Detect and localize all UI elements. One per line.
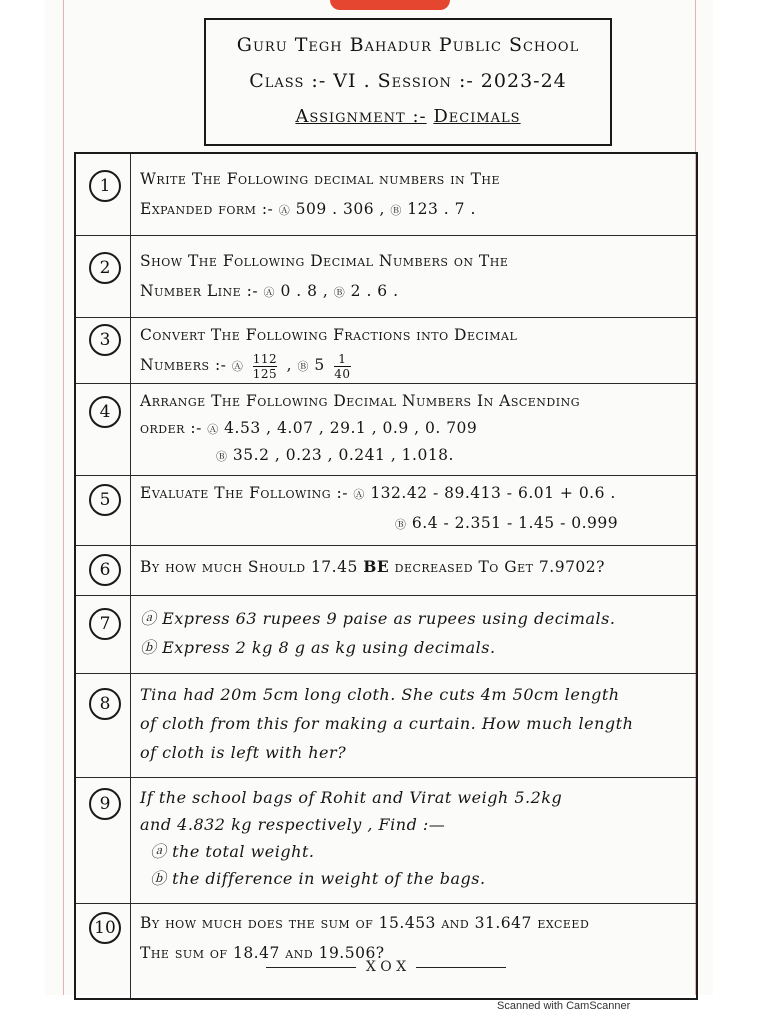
question-row-4: [76, 384, 696, 476]
question-line: Tina had 20m 5cm long cloth. She cuts 4m 50cm length: [140, 685, 620, 704]
number-cell: [76, 384, 131, 475]
number-cell: [76, 318, 131, 383]
divider: [416, 967, 506, 968]
number-cell: [76, 236, 131, 317]
question-line: Expanded form :- ⓐ 509 . 306 , ⓑ 123 . 7 .: [140, 200, 476, 218]
fraction-b: [334, 352, 350, 381]
question-line: [140, 350, 686, 381]
end-mark: [266, 955, 506, 979]
camscanner-watermark: Scanned with CamScanner: [497, 1000, 631, 1012]
denominator: 125: [252, 366, 278, 381]
question-line: Number Line :- ⓐ 0 . 8 , ⓑ 2 . 6 .: [140, 282, 399, 300]
question-number: 9: [89, 788, 121, 820]
question-number: 6: [89, 554, 121, 586]
question-line: ⓑ 35.2 , 0.23 , 0.241 , 1.018.: [216, 446, 454, 464]
denominator: 40: [334, 366, 351, 381]
question-text: [140, 164, 686, 224]
question-number: 10: [89, 912, 121, 944]
question-text: [140, 320, 686, 381]
assignment-line: [206, 106, 610, 127]
question-row-10: [76, 904, 696, 998]
question-line: By how much does the sum of 15.453 and 31.647 exceed: [140, 914, 590, 932]
question-line: order :- ⓐ 4.53 , 4.07 , 29.1 , 0.9 , 0. 709: [140, 419, 478, 437]
class-label: Class :- VI: [249, 70, 357, 92]
question-line: ⓐ Express 63 rupees 9 paise as rupees using decimals.: [140, 609, 616, 628]
question-line: Write The Following decimal numbers in The: [140, 170, 501, 188]
question-line: ⓑ 6.4 - 2.351 - 1.45 - 0.999: [395, 514, 619, 532]
number-cell: [76, 904, 131, 998]
question-number: 1: [89, 170, 121, 202]
question-text: [140, 246, 686, 306]
question-line: ⓐ the total weight.: [150, 842, 315, 861]
numerator: 1: [338, 351, 347, 366]
question-line: Evaluate The Following :- ⓐ 132.42 - 89.413 - 6.01 + 0.6 .: [140, 484, 616, 502]
fraction-a: [253, 352, 277, 381]
question-row-8: [76, 674, 696, 778]
question-line: and 4.832 kg respectively , Find :—: [140, 815, 446, 834]
question-number: 5: [89, 484, 121, 516]
question-row-1: [76, 154, 696, 236]
header-box: [204, 18, 612, 146]
question-number: 3: [89, 324, 121, 356]
question-number: 8: [89, 688, 121, 720]
question-row-7: [76, 596, 696, 674]
number-cell: [76, 476, 131, 545]
school-name: Guru Tegh Bahadur Public School: [236, 34, 580, 56]
question-text: [140, 604, 686, 662]
margin-line-left: [63, 0, 64, 995]
question-row-3: [76, 318, 696, 384]
number-cell: [76, 596, 131, 673]
number-cell: [76, 546, 131, 595]
question-text: [140, 784, 686, 892]
question-row-9: [76, 778, 696, 904]
question-text: [140, 478, 686, 538]
question-row-5: [76, 476, 696, 546]
questions-table: [74, 152, 698, 1000]
assignment-topic: Decimals: [433, 106, 521, 127]
question-line: decreased To Get 7.9702?: [394, 558, 605, 576]
emphasis-word: BE: [363, 557, 390, 576]
question-line: Show The Following Decimal Numbers on The: [140, 252, 509, 270]
session-label: . Session :- 2023-24: [363, 70, 567, 92]
question-line: By how much Should 17.45: [140, 558, 358, 576]
divider: [266, 967, 356, 968]
question-text: [140, 680, 686, 767]
numerator: 112: [252, 351, 278, 366]
number-cell: [76, 674, 131, 777]
end-mark-text: X O X: [365, 959, 407, 975]
question-line: of cloth is left with her?: [140, 743, 347, 762]
class-session-line: [206, 70, 610, 92]
number-cell: [76, 154, 131, 235]
question-line: Arrange The Following Decimal Numbers In Ascending: [140, 392, 581, 410]
question-number: 4: [89, 396, 121, 428]
question-number: 2: [89, 252, 121, 284]
mixed-number-whole: , ⓑ 5: [286, 356, 325, 374]
question-line: ⓑ the difference in weight of the bags.: [150, 869, 486, 888]
question-line: ⓑ Express 2 kg 8 g as kg using decimals.: [140, 638, 496, 657]
numbers-prefix: Numbers :- ⓐ: [140, 356, 244, 374]
question-number: 7: [89, 608, 121, 640]
assignment-label: Assignment :-: [295, 106, 427, 127]
question-line: If the school bags of Rohit and Virat weigh 5.2kg: [140, 788, 563, 807]
question-line: Convert The Following Fractions into Decimal: [140, 326, 518, 344]
number-cell: [76, 778, 131, 903]
question-text: [140, 552, 686, 582]
question-line: of cloth from this for making a curtain. How much length: [140, 714, 634, 733]
red-binding-edge: [330, 0, 450, 10]
question-text: [140, 388, 686, 469]
question-line: The sum of 18.47 and 19.506?: [140, 944, 385, 962]
question-row-2: [76, 236, 696, 318]
question-row-6: [76, 546, 696, 596]
